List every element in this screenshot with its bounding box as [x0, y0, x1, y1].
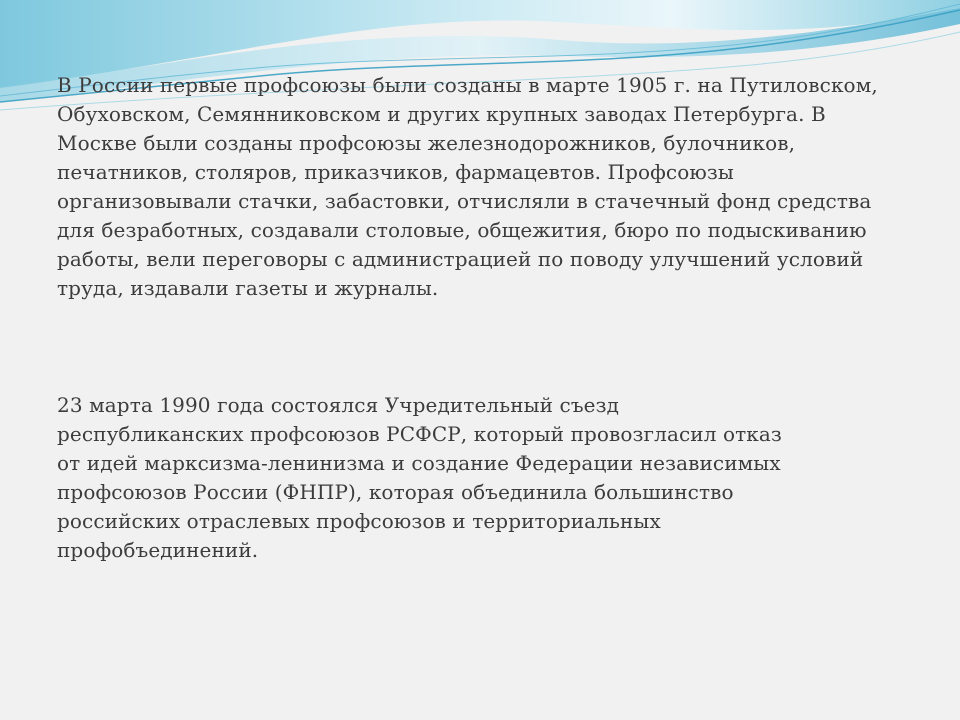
paragraph-history-1905: В России первые профсоюзы были созданы в марте 1905 г. на Путиловском, Обуховском, Семянниковском и других крупных заводах Петербурга. В Москве были созданы профсоюзы железнодорожников, булочников, печатников, столяров, приказчиков, фармацевтов. Профсоюзы организовывали стачки, забастовки, отчисляли в стачечный фонд средства для безработных, создавали столовые, общежития, бюро по подыскиванию работы, вели переговоры с администрацией по поводу улучшений условий труда, издавали газеты и журналы. — [57, 73, 878, 300]
paragraph-fnpr-1990: 23 марта 1990 года состоялся Учредительный съезд республиканских профсоюзов РСФСР, который провозгласил отказ от идей марксизма-ленинизма и создание Федерации независимых профсоюзов России (ФНПР), которая объединила большинство российских отраслевых профсоюзов и территориальных профобъединений. — [57, 393, 782, 562]
